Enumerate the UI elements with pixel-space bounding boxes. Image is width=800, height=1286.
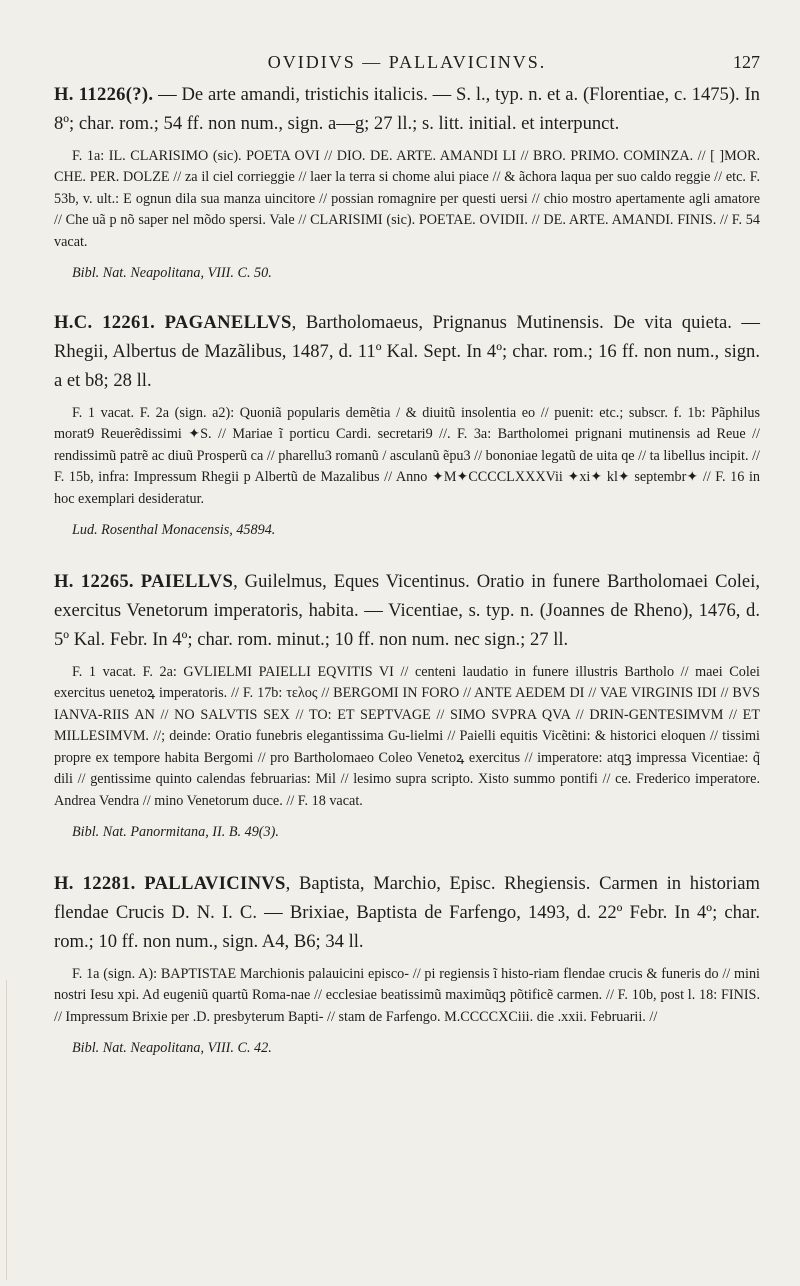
entry-library: Bibl. Nat. Panormitana, II. B. 49(3). [72,823,279,840]
entry-heading [54,80,760,138]
entry-collation: F. 1a (sign. A): BAPTISTAE Marchionis palauicini episco- // pi regiensis ĩ histo-riam flendae crucis & funeris do // mini nostri Iesu xpi. Ad eugeniũ quartũ Roma-nae // ecclesiae beatissimũ maximũqꝫ põtificẽ carmen. // F. 10b, post l. 18: FINIS. // Impressum Brixie per .D. presbyterum Bapti- // stam de Farfengo. M.CCCCXCiii. die .xxii. Februarii. // [54,965,760,1025]
entry-collation: F. 1 vacat. F. 2a (sign. a2): Quoniã popularis demẽtia / & diuitũ insolentia eo // puenit: etc.; subscr. f. 1b: Pãphilus morat9 Reuerẽdissimi ✦S. // Mariae ĩ porticu Cardi. secretari9 //. F. 3a: Bartholomei prignani mutinensis ad Reue // rendissimũ patrẽ ac diuũ Prosperũ ca // pharellu3 romanũ / asculanũ ẽpu3 // bononiae legatũ de uita qe // ta libellus incipit. // F. 15b, infra: Impressum Rhegii p Albertũ de Mazalibus // Anno ✦M✦CCCCLXXXVii ✦xi✦ kl✦ septembr✦ // F. 16 in hoc exemplari desideratur. [54,405,760,507]
entry-heading [54,567,760,654]
running-header [54,0,760,80]
entry-library: Bibl. Nat. Neapolitana, VIII. C. 42. [72,1040,272,1057]
entry-paganellus [54,308,760,541]
entry-id: H. 12281. [54,872,136,894]
entry-pallavicinus [54,869,760,1059]
entry-library: Lud. Rosenthal Monacensis, 45894. [72,522,276,539]
entry-id: H. 11226(?). [54,84,154,105]
entry-description: — De arte amandi, tristichis italicis. — S. l., typ. n. et a. (Florentiae, c. 1475). In 8º; char. rom.; 54 ff. non num., sign. a—g; 27 ll.; s. litt. initial. et interpunct. [54,84,760,134]
entry-description: , Baptista, Marchio, Episc. Rhegiensis. Carmen in historiam flendae Crucis D. N. I. C. — Brixiae, Baptista de Farfengo, 1493, d. 22º Febr. In 4º; char. rom.; 10 ff. non num., sign. A4, B6; 34 ll. [54,872,760,952]
page-number: 127 [733,52,760,72]
entry-author: PALLAVICINVS [144,872,286,894]
entry-description: , Guilelmus, Eques Vicentinus. Oratio in funere Bartholomaei Colei, exercitus Venetorum imperatoris, habita. — Vicentiae, s. typ. n. (Joannes de Rheno), 1476, d. 5º Kal. Febr. In 4º; char. rom. minut.; 10 ff. non num. nec sign.; 27 ll. [54,571,761,651]
entry-heading [54,308,760,395]
entry-author: PAIELLVS [140,571,234,593]
entry-description: , Bartholomaeus, Prignanus Mutinensis. De vita quieta. — Rhegii, Albertus de Mazãlibus, 1487, d. 11º Kal. Sept. In 4º; char. rom.; 16 ff. non num., sign. a et b8; 28 ll. [54,312,760,392]
entry-collation: F. 1a: IL. CLARISIMO (sic). POETA OVI // DIO. DE. ARTE. AMANDI LI // BRO. PRIMO. COMINZA. // [ ]MOR. CHE. PER. DOLZE // za il ciel corrieggie // laer la terra si chome alui piace // & ãchora laqua per suo caldo reggie // etc. F. 53b, v. ult.: E ognun dila sua manza uincitore // possian romagnire per questi uersi // chio mostro apertamente agli amatore // Che uã p nõ saper nel mõdo spersi. Vale // CLARISIMI (sic). POETAE. OVIDII. // DE. ARTE. AMANDI. FINIS. // F. 54 vacat. [54,148,760,250]
entry-collation: F. 1 vacat. F. 2a: GVLIELMI PAIELLI EQVITIS VI // centeni laudatio in funere illustris Bartholo // maei Colei exercitus uenetoꝝ imperatoris. // F. 17b: τελος // BERGOMI IN FORO // ANTE AEDEM DI // VAE VIRGINIS IDI // BVS IANVA-RIIS AN // NO SALVTIS SEX // TO: ET SEPTVAGE // SIMO SVPRA QVA // DRIN-GENTESIMVM // ET MILLESIMVM. //; deinde: Oratio funebris elegantissima Gu-lielmi // Paielli equitis Vicẽtini: & historici eloquen // tissimi propre ex tempore habita Bergomi // pro Bartholomaeo Coleo Venetoꝝ exercitus // imperatore: atqꝫ impressa Vicentiae: q̃ dili // gentissime quinto calendas februarias: Mil // lesimo supra scripto. Xisto summo pontifi // ce. Frederico imperatore. Andrea Vendra // mino Venetorum duce. // F. 18 vacat. [54,664,760,809]
page-edge-shadow [6,980,7,1280]
running-title: OVIDIVS — PALLAVICINVS. [267,52,547,72]
entry-library: Bibl. Nat. Neapolitana, VIII. C. 50. [72,265,272,282]
entry-heading [54,869,760,956]
entry-author: PAGANELLVS [164,312,292,334]
entry-ovidius [54,80,760,284]
entry-id: H. 12265. [54,571,134,593]
entry-paiellus [54,567,760,843]
entry-id: H.C. 12261. [54,312,156,334]
